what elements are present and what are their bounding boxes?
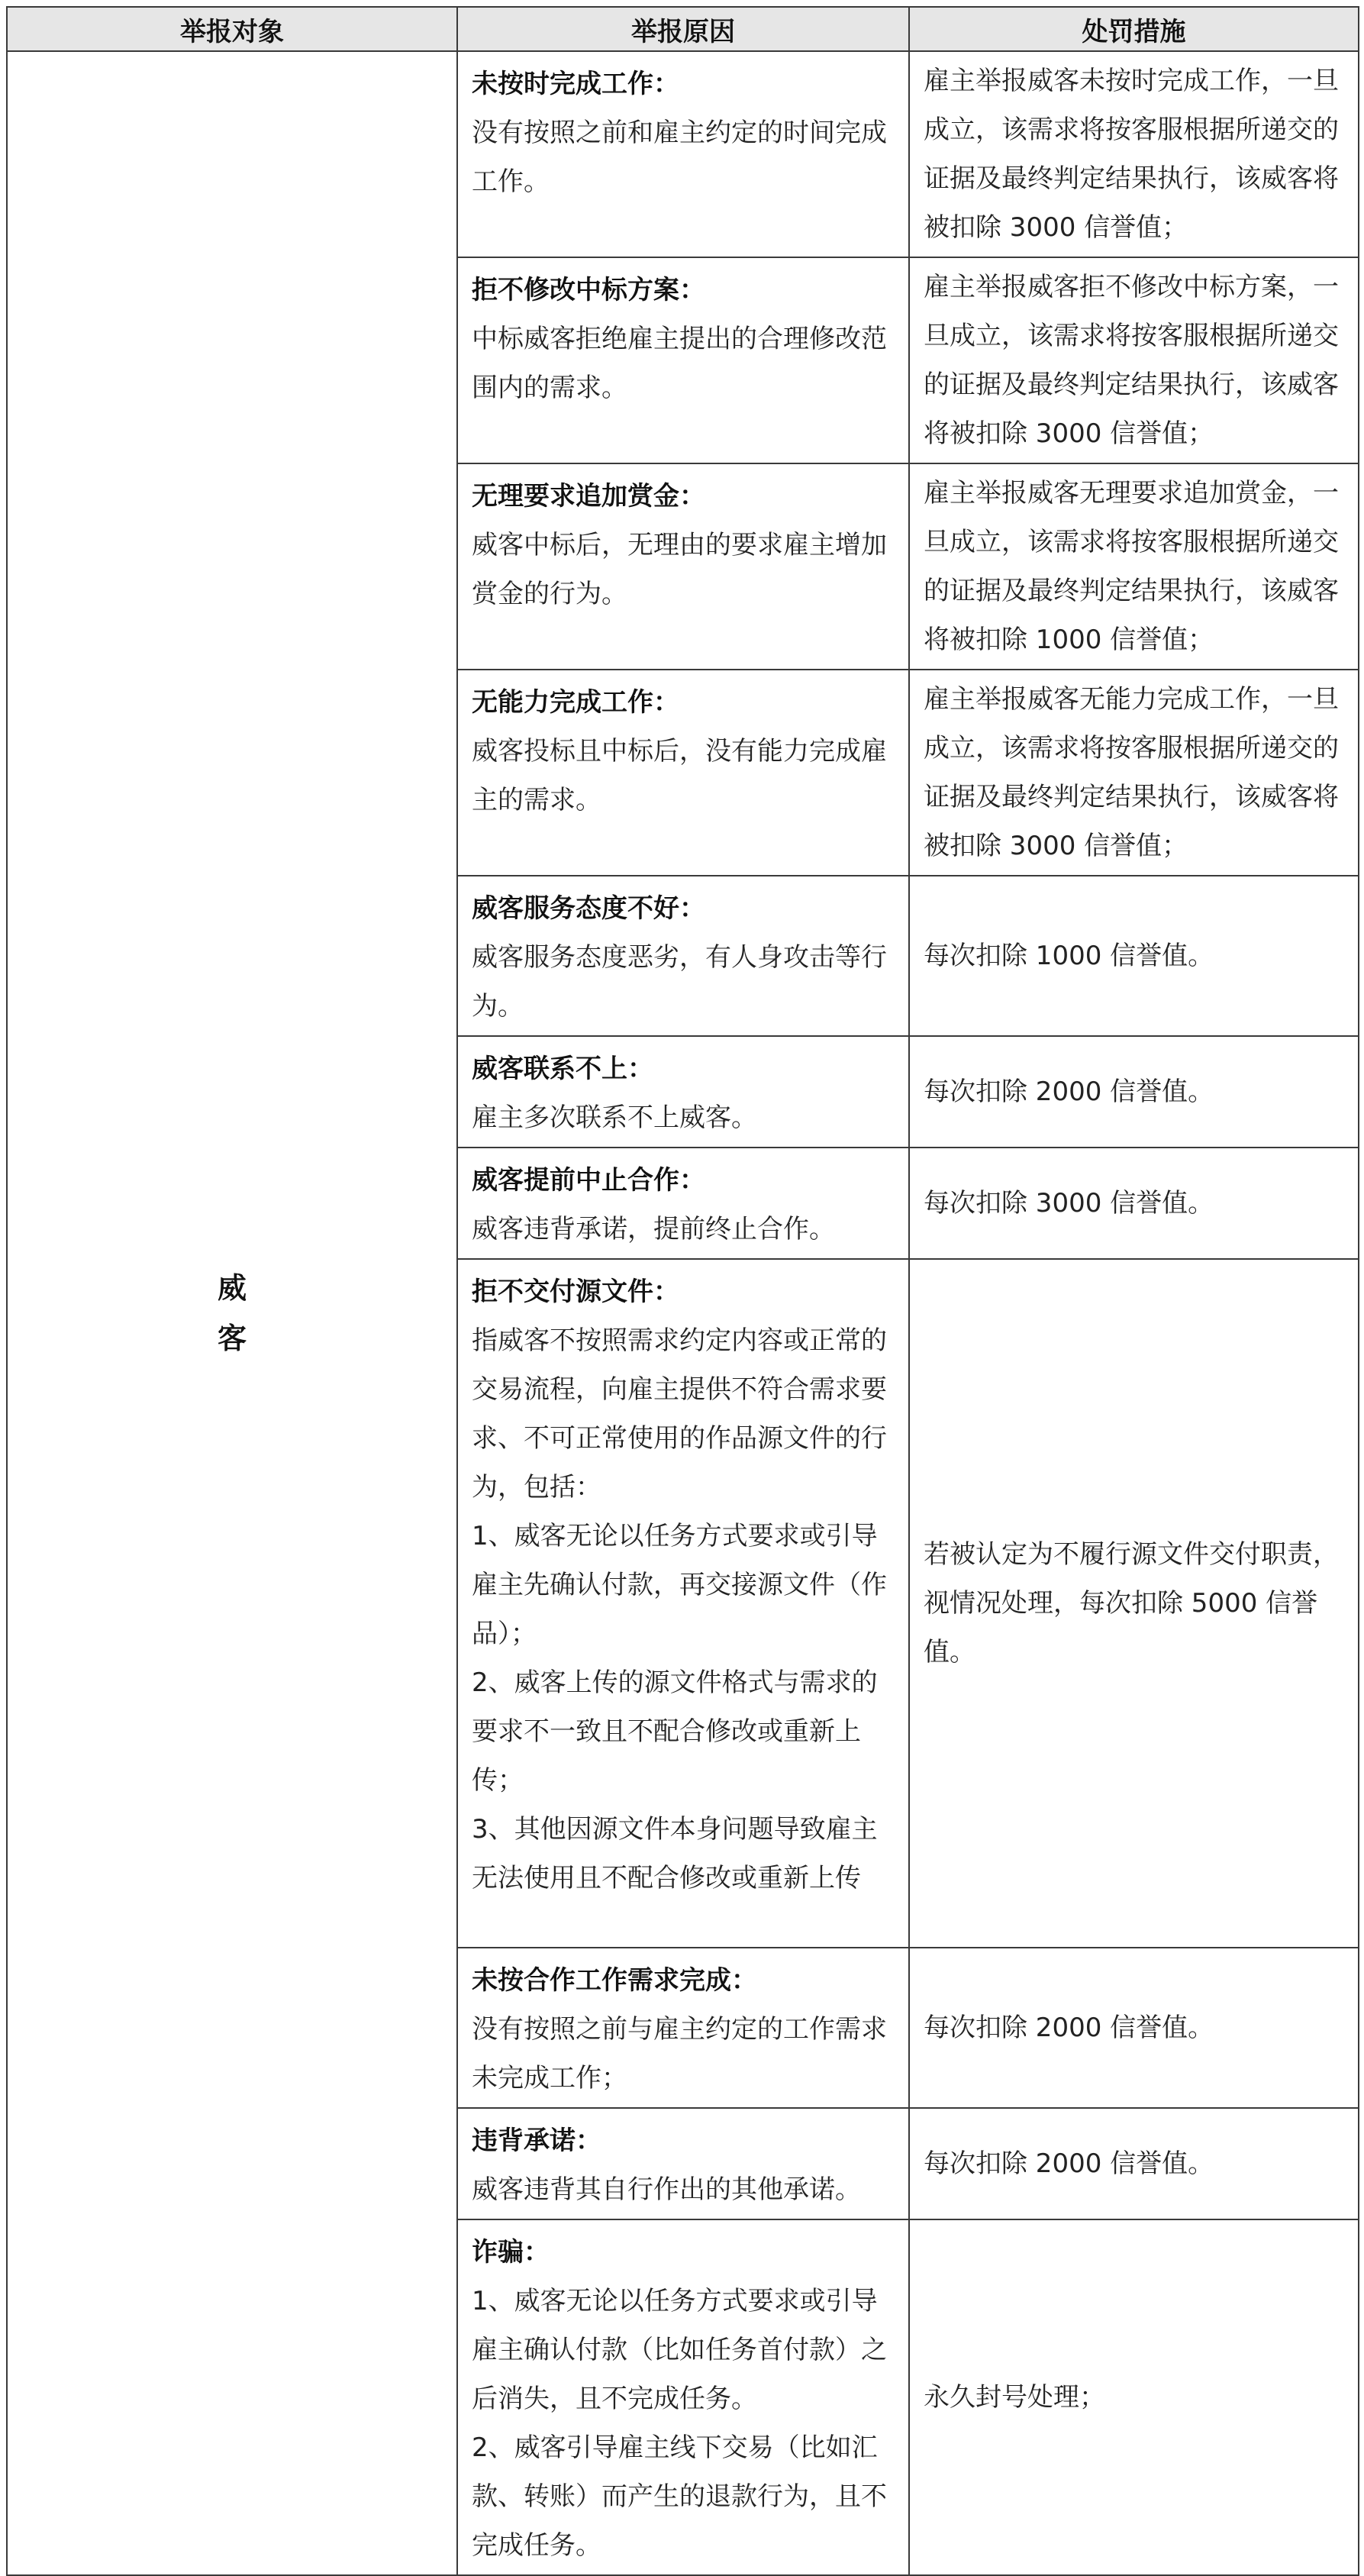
reason-text: 2、威客上传的源文件格式与需求的要求不一致且不配合修改或重新上传； [472,1667,878,1796]
reason-text: 1、威客无论以任务方式要求或引导雇主确认付款（比如任务首付款）之后消失，且不完成任务。 [472,2286,887,2414]
penalty-cell [909,1148,1359,1259]
reason-cell [457,257,909,463]
reason-title: 拒不交付源文件： [472,1277,679,1307]
reason-text: 没有按照之前与雇主约定的工作需求未完成工作； [472,2014,887,2093]
header-reason: 举报原因 [457,7,909,51]
reason-cell [457,2219,909,2575]
reason-text: 雇主多次联系不上威客。 [472,1102,757,1133]
reason-cell [457,463,909,670]
reason-cell [457,51,909,257]
reason-cell [457,670,909,876]
penalty-text: 每次扣除 2000 信誉值。 [924,2148,1214,2179]
reason-cell [457,1148,909,1259]
reason-text: 威客违背其自行作出的其他承诺。 [472,2174,861,2205]
penalty-text: 若被认定为不履行源文件交付职责，视情况处理，每次扣除 5000 信誉值。 [924,1539,1339,1667]
reason-title: 拒不修改中标方案： [472,275,705,305]
penalty-text: 每次扣除 1000 信誉值。 [924,941,1214,971]
reason-title: 未按时完成工作： [472,69,679,99]
reason-cell [457,1259,909,1948]
reason-title: 无能力完成工作： [472,687,679,718]
penalty-text: 永久封号处理； [924,2382,1105,2413]
reason-text: 威客违背承诺，提前终止合作。 [472,1214,835,1244]
reason-text: 没有按照之前和雇主约定的时间完成工作。 [472,118,887,197]
reason-text: 1、威客无论以任务方式要求或引导雇主先确认付款，再交接源文件（作品）； [472,1521,887,1649]
reason-text: 威客中标后，无理由的要求雇主增加赏金的行为。 [472,530,887,609]
penalty-cell [909,2108,1359,2219]
target-label-char: 威 [217,1271,247,1305]
penalty-text: 每次扣除 2000 信誉值。 [924,1077,1214,1107]
reason-text: 2、威客引导雇主线下交易（比如汇款、转账）而产生的退款行为，且不完成任务。 [472,2432,887,2561]
reason-cell [457,876,909,1036]
penalty-text: 雇主举报威客拒不修改中标方案，一旦成立，该需求将按客服根据所递交的证据及最终判定结果执行，该威客将被扣除 3000 信誉值； [924,272,1339,449]
reason-cell [457,2108,909,2219]
header-penalty: 处罚措施 [909,7,1359,51]
table-header-row [7,7,1359,51]
penalty-text: 雇主举报威客无理要求追加赏金，一旦成立，该需求将按客服根据所递交的证据及最终判定结果执行，该威客将被扣除 1000 信誉值； [924,478,1339,655]
reason-title: 诈骗： [472,2237,550,2268]
reason-title: 无理要求追加赏金： [472,481,705,512]
penalty-cell [909,1948,1359,2108]
target-cell [7,51,457,2575]
reason-text: 中标威客拒绝雇主提出的合理修改范围内的需求。 [472,324,887,403]
reason-text: 威客投标且中标后，没有能力完成雇主的需求。 [472,736,887,815]
penalty-cell [909,463,1359,670]
reason-title: 违背承诺： [472,2126,601,2156]
penalty-cell [909,51,1359,257]
penalty-text: 雇主举报威客未按时完成工作，一旦成立，该需求将按客服根据所递交的证据及最终判定结果执行，该威客将被扣除 3000 信誉值； [924,66,1339,243]
reason-text: 3、其他因源文件本身问题导致雇主无法使用且不配合修改或重新上传 [472,1814,878,1893]
penalty-cell [909,1259,1359,1948]
penalty-text: 每次扣除 2000 信誉值。 [924,2013,1214,2043]
report-penalty-table [6,6,1359,2576]
reason-title: 威客提前中止合作： [472,1165,705,1196]
reason-cell [457,1948,909,2108]
reason-title: 威客服务态度不好： [472,893,705,924]
penalty-cell [909,670,1359,876]
penalty-cell [909,257,1359,463]
reason-text: 威客服务态度恶劣，有人身攻击等行为。 [472,942,887,1022]
target-label-char: 客 [217,1322,247,1355]
penalty-cell [909,876,1359,1036]
table-row [7,51,1359,257]
penalty-cell [909,1036,1359,1148]
reason-title: 威客联系不上： [472,1054,653,1084]
reason-title: 未按合作工作需求完成： [472,1965,757,1996]
reason-cell [457,1036,909,1148]
header-target: 举报对象 [7,7,457,51]
penalty-cell [909,2219,1359,2575]
penalty-text: 雇主举报威客无能力完成工作，一旦成立，该需求将按客服根据所递交的证据及最终判定结果执行，该威客将被扣除 3000 信誉值； [924,684,1339,861]
penalty-text: 每次扣除 3000 信誉值。 [924,1188,1214,1219]
reason-text: 指威客不按照需求约定内容或正常的交易流程，向雇主提供不符合需求要求、不可正常使用的作品源文件的行为，包括： [472,1325,887,1503]
